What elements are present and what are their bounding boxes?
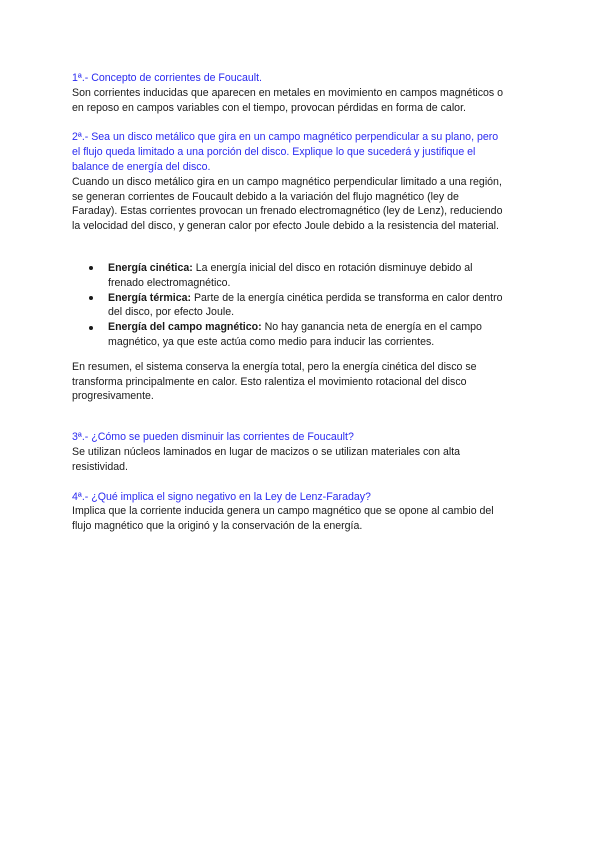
bullet-text: del disco, por efecto Joule. <box>108 306 235 319</box>
bullet-text: Parte de la energía cinética perdida se transforma en calor dentro <box>191 291 503 304</box>
bullet-text: La energía inicial del disco en rotación disminuye debido al <box>192 261 473 274</box>
answer-line: Implica que la corriente inducida genera un campo magnético que se opone al cambio del <box>72 505 494 518</box>
answer-line: Faraday). Estas corrientes provocan un frenado electromagnético (ley de Lenz), reduciendo <box>72 205 503 218</box>
section-q2 <box>72 130 542 234</box>
list-item <box>72 291 542 321</box>
answer-line: resistividad. <box>72 460 128 473</box>
question-heading: 2ª.- Sea un disco metálico que gira en un campo magnético perpendicular a su plano, pero <box>72 131 499 144</box>
list-item <box>72 320 542 350</box>
question-heading: 4ª.- ¿Qué implica el signo negativo en la Ley de Lenz-Faraday? <box>72 490 371 503</box>
answer-line: Se utilizan núcleos laminados en lugar de macizos o se utilizan materiales con alta <box>72 445 461 458</box>
document-page <box>72 71 542 534</box>
bullet-label: Energía térmica: <box>108 291 192 304</box>
question-heading: el flujo queda limitado a una porción del disco. Explique lo que sucederá y justifique el <box>72 146 476 159</box>
bullet-label: Energía cinética: <box>108 261 193 274</box>
section-q3 <box>72 430 542 474</box>
summary-line: En resumen, el sistema conserva la energía total, pero la energía cinética del disco se <box>72 360 477 373</box>
question-heading: balance de energía del disco. <box>72 160 211 173</box>
answer-line: la velocidad del disco, y generan calor por efecto Joule debido a la resistencia del material. <box>72 220 499 233</box>
bullet-label: Energía del campo magnético: <box>108 321 262 334</box>
bullet-icon <box>89 266 93 270</box>
answer-line: Son corrientes inducidas que aparecen en metales en movimiento en campos magnéticos o <box>72 86 504 99</box>
summary-line: progresivamente. <box>72 390 154 403</box>
answer-line: en reposo en campos variables con el tiempo, provocan pérdidas en forma de calor. <box>72 101 466 114</box>
summary-paragraph <box>72 360 542 404</box>
bullet-text: magnético, ya que este actúa como medio para inducir las corrientes. <box>108 335 435 348</box>
summary-line: transforma principalmente en calor. Esto ralentiza el movimiento rotacional del disco <box>72 375 467 388</box>
answer-line: se generan corrientes de Foucault debido a la variación del flujo magnético (ley de <box>72 190 459 203</box>
bullet-text: frenado electromagnético. <box>108 276 231 289</box>
energy-bullet-list <box>72 261 542 350</box>
bullet-icon <box>89 296 93 300</box>
answer-line: flujo magnético que la originó y la conservación de la energía. <box>72 520 363 533</box>
list-item <box>72 261 542 291</box>
bullet-text: No hay ganancia neta de energía en el campo <box>261 321 482 334</box>
answer-line: Cuando un disco metálico gira en un campo magnético perpendicular limitado a una región, <box>72 175 502 188</box>
question-heading: 3ª.- ¿Cómo se pueden disminuir las corrientes de Foucault? <box>72 431 354 444</box>
section-q4 <box>72 490 542 534</box>
section-q1 <box>72 71 542 115</box>
bullet-icon <box>89 326 93 330</box>
question-heading: 1ª.- Concepto de corrientes de Foucault. <box>72 72 263 84</box>
